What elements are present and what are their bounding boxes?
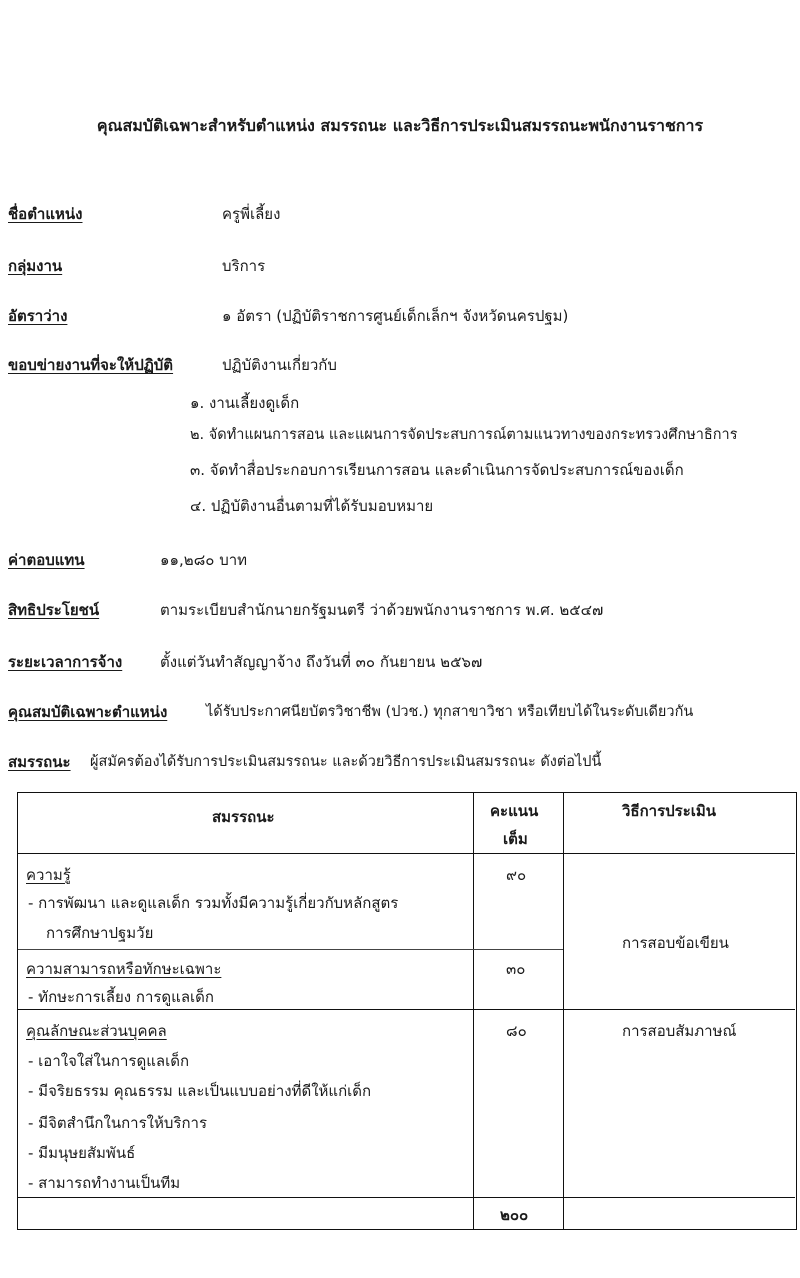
personal-item: - มีมนุษยสัมพันธ์ [28, 1144, 136, 1162]
personal-item: - มีจริยธรรม คุณธรรม และเป็นแบบอย่างที่ดีให้แก่เด็ก [28, 1082, 372, 1100]
header-score: คะแนน [490, 802, 539, 820]
duties-intro: ปฏิบัติงานเกี่ยวกับ [222, 356, 337, 374]
interview-method: การสอบสัมภาษณ์ [622, 1022, 737, 1040]
total-score: ๒๐๐ [500, 1206, 529, 1224]
competency-table [17, 792, 797, 1230]
header-method: วิธีการประเมิน [622, 802, 717, 820]
column-divider [473, 793, 474, 1229]
position-label: ชื่อตำแหน่ง [8, 205, 83, 223]
personal-heading: คุณลักษณะส่วนบุคคล [26, 1022, 167, 1040]
document-title: คุณสมบัติเฉพาะสำหรับตำแหน่ง สมรรถนะ และวิธีการประเมินสมรรถนะพนักงานราชการ [96, 116, 704, 135]
header-divider [18, 853, 795, 854]
row-divider [18, 949, 563, 950]
duty-item: ๒. จัดทำแผนการสอน และแผนการจัดประสบการณ์ตามแนวทางของกระทรวงศึกษาธิการ [190, 427, 738, 443]
personal-item: - สามารถทำงานเป็นทีม [28, 1174, 181, 1192]
knowledge-score: ๙๐ [506, 866, 527, 884]
competency-intro: ผู้สมัครต้องได้รับการประเมินสมรรถนะ และด้วยวิธีการประเมินสมรรถนะ ดังต่อไปนี้ [90, 754, 602, 770]
personal-item: - มีจิตสำนึกในการให้บริการ [28, 1114, 208, 1132]
knowledge-heading: ความรู้ [26, 866, 71, 884]
row-divider [18, 1197, 795, 1198]
duty-item: ๑. งานเลี้ยงดูเด็ก [190, 394, 300, 412]
benefits-value: ตามระเบียบสำนักนายกรัฐมนตรี ว่าด้วยพนักงานราชการ พ.ศ. ๒๕๔๗ [160, 601, 604, 619]
personal-item: - เอาใจใส่ในการดูแลเด็ก [28, 1052, 190, 1070]
column-divider [563, 793, 564, 1229]
vacancy-value: ๑ อัตรา (ปฏิบัติราชการศูนย์เด็กเล็กฯ จังหวัดนครปฐม) [222, 307, 569, 325]
row-divider [18, 1009, 795, 1010]
knowledge-item-cont: การศึกษาปฐมวัย [46, 924, 154, 942]
knowledge-item: - การพัฒนา และดูแลเด็ก รวมทั้งมีความรู้เกี่ยวกับหลักสูตร [28, 894, 399, 912]
duties-label: ขอบข่ายงานที่จะให้ปฏิบัติ [8, 356, 174, 374]
skills-heading: ความสามารถหรือทักษะเฉพาะ [26, 960, 222, 978]
header-competency: สมรรถนะ [212, 808, 275, 826]
benefits-label: สิทธิประโยชน์ [8, 601, 100, 619]
skills-item: - ทักษะการเลี้ยง การดูแลเด็ก [28, 988, 214, 1006]
group-value: บริการ [222, 257, 266, 275]
position-value: ครูพี่เลี้ยง [222, 205, 281, 223]
duty-item: ๔. ปฏิบัติงานอื่นตามที่ได้รับมอบหมาย [190, 497, 434, 515]
header-score-line2: เต็ม [503, 830, 528, 848]
qualification-value: ได้รับประกาศนียบัตรวิชาชีพ (ปวช.) ทุกสาขาวิชา หรือเทียบได้ในระดับเดียวกัน [206, 704, 694, 720]
skills-score: ๓๐ [506, 960, 526, 978]
competency-label: สมรรถนะ [8, 753, 71, 771]
written-exam-method: การสอบข้อเขียน [622, 934, 729, 952]
duty-item: ๓. จัดทำสื่อประกอบการเรียนการสอน และดำเนินการจัดประสบการณ์ของเด็ก [190, 461, 684, 479]
period-value: ตั้งแต่วันทำสัญญาจ้าง ถึงวันที่ ๓๐ กันยายน ๒๕๖๗ [160, 653, 483, 671]
group-label: กลุ่มงาน [8, 257, 63, 275]
vacancy-label: อัตราว่าง [8, 307, 68, 325]
period-label: ระยะเวลาการจ้าง [8, 653, 123, 671]
salary-value: ๑๑,๒๘๐ บาท [160, 551, 248, 569]
qualification-label: คุณสมบัติเฉพาะตำแหน่ง [8, 703, 168, 721]
personal-score: ๘๐ [506, 1022, 527, 1040]
salary-label: ค่าตอบแทน [8, 551, 85, 569]
